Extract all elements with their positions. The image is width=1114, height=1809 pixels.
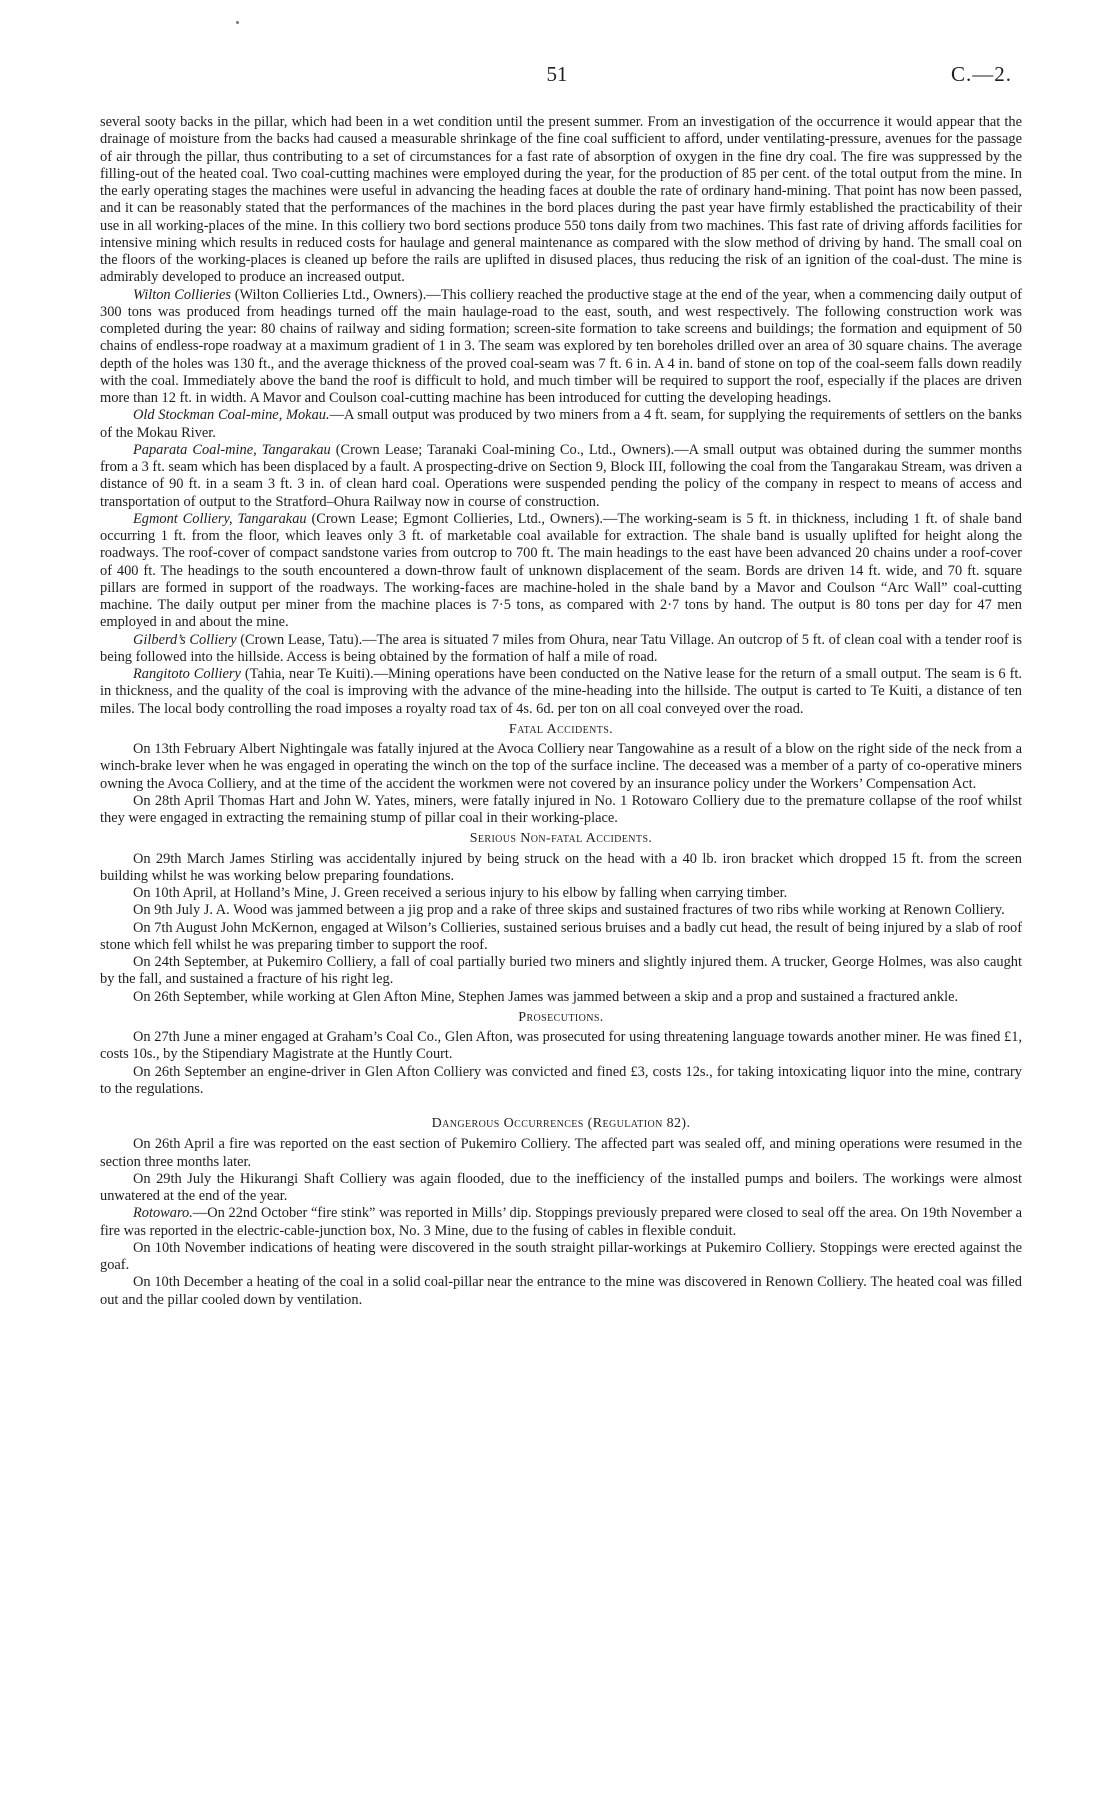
occurrence-text: —On 22nd October “fire stink” was reported in Mills’ dip. Stoppings previously prepared were closed to seal off the area. On 19th November a fire was reported in the electric-cable-junction box, No. 3 Mine, due to the fusing of cables in flexible conduit.	[100, 1205, 1022, 1239]
serious-paragraph: On 29th March James Stirling was accidentally injured by being struck on the head with a 40 lb. iron bracket which dropped 15 ft. from the screen building whilst he was working below preparing foundations.	[100, 850, 1022, 884]
colliery-name: Wilton Collieries	[133, 286, 232, 303]
colliery-text: (Crown Lease; Egmont Collieries, Ltd., Owners).—The working-seam is 5 ft. in thickness, including 1 ft. of shale band occurring 1 ft. from the floor, which leaves only 3 ft. of marketable coal available for extraction. The shale band is usually uplifted for height along the roadways. The roof-cover of compact sandstone varies from outcrop to 700 ft. The main headings to the east have been advanced 20 chains under a roof-cover of 400 ft. The headings to the south encountered a down-throw fault of unknown displacement of the seam. Bords are driven 14 ft. wide, and 70 ft. square pillars are formed in support of the roadways. The working-faces are machine-holed in the shale band by a Mavor and Coulson “Arc Wall” coal-cutting machine. The daily output per miner from the machine places is 7·5 tons, as compared with 2·7 tons by hand. The output is 80 tons per day for 47 men employed in and about the mine.	[100, 510, 1023, 631]
serious-paragraph: On 9th July J. A. Wood was jammed between a jig prop and a rake of three skips and sustained fractures of two ribs while working at Renown Colliery.	[133, 902, 1005, 919]
colliery-text: —A small output was produced by two miners from a 4 ft. seam, for supplying the requirements of settlers on the banks of the Mokau River.	[100, 407, 1023, 441]
occurrence-paragraph-rotowaro	[100, 1205, 1022, 1240]
prosecution-paragraph: On 27th June a miner engaged at Graham’s Coal Co., Glen Afton, was prosecuted for using threatening language towards another miner. He was fined £1, costs 10s., by the Stipendiary Magistrate at the Huntly Court.	[100, 1029, 1022, 1063]
colliery-name: Gilberd’s Colliery	[133, 631, 237, 648]
colliery-paragraph-old-stockman	[100, 407, 1022, 442]
fatal-paragraph: On 13th February Albert Nightingale was fatally injured at the Avoca Colliery near Tangowahine as a result of a blow on the right side of the neck from a winch-brake lever when he was engaged in operating the winch on the top of the surface incline. The deceased was a member of a party of co-operative miners owning the Avoca Colliery, and at the time of the accident the workmen were not covered by an insurance policy under the Workers’ Compensation Act.	[100, 741, 1022, 792]
colliery-paragraph-rangitoto	[100, 666, 1022, 718]
document-body	[100, 114, 1022, 1309]
section-heading-serious-accidents: Serious Non-fatal Accidents.	[469, 831, 653, 847]
colliery-text: (Tahia, near Te Kuiti).—Mining operations have been conducted on the Native lease for the return of a small output. The seam is 6 ft. in thickness, and the quality of the coal is improving with the advance of the mine-heading into the hillside. The output is carted to Te Kuiti, a distance of ten miles. The local body controlling the road imposes a royalty road tax of 4s. 6d. per ton on all coal conveyed over the road.	[100, 666, 1022, 717]
occurrence-paragraph: On 10th November indications of heating were discovered in the south straight pillar-workings at Pukemiro Colliery. Stoppings were erected against the goaf.	[100, 1239, 1022, 1273]
colliery-text: (Wilton Collieries Ltd., Owners).—This colliery reached the productive stage at the end of the year, when a commencing daily output of 300 tons was produced from headings turned off the main haulage-road to the east, south, and west respectively. The following construction work was completed during the year: 80 chains of railway and siding formation; screen-site formation to take screens and buildings; the formation and equipment of 50 chains of endless-rope roadway at a maximum gradient of 1 in 3. The seam was explored by ten boreholes drilled over an area of 30 square chains. The average depth of the holes was 130 ft., and the average thickness of the proved coal-seam was 7 ft. 6 in. A 4 in. band of stone on top of the coal-seem falls down readily with the coal. Immediately above the band the roof is difficult to hold, and much timber will be required to support the roof, especially if the places are driven more than 12 ft. in width. A Mavor and Coulson coal-cutting machine has been introduced for cutting the developing headings.	[100, 286, 1023, 406]
page-number: 51	[546, 62, 568, 86]
colliery-text: (Crown Lease; Taranaki Coal-mining Co., Ltd., Owners).—A small output was obtained during the summer months from a 3 ft. seam which has been displaced by a fault. A prospecting-drive on Section 9, Block III, following the coal from the Tangarakau Stream, was driven a distance of 90 ft. in a seam 3 ft. 3 in. of clean hard coal. Operations were suspended pending the policy of the company in respect to means of access and transportation of output to the Stratford–Ohura Railway now in course of construction.	[100, 441, 1022, 510]
serious-paragraph: On 10th April, at Holland’s Mine, J. Green received a serious injury to his elbow by falling when carrying timber.	[133, 885, 788, 901]
colliery-name: Old Stockman Coal-mine, Mokau.	[133, 407, 330, 424]
colliery-paragraph-paparata	[100, 442, 1022, 511]
colliery-name: Egmont Colliery, Tangarakau	[133, 510, 307, 527]
occurrence-paragraph: On 10th December a heating of the coal in a solid coal-pillar near the entrance to the mine was discovered in Renown Colliery. The heated coal was filled out and the pillar cooled down by ventilation.	[100, 1274, 1022, 1308]
section-heading-dangerous-occurrences: Dangerous Occurrences (Regulation 82).	[431, 1116, 691, 1131]
prosecution-paragraph: On 26th September an engine-driver in Glen Afton Colliery was convicted and fined £3, costs 12s., for taking intoxicating liquor into the mine, contrary to the regulations.	[100, 1063, 1022, 1097]
colliery-name: Paparata Coal-mine, Tangarakau	[133, 441, 331, 458]
fatal-paragraph: On 28th April Thomas Hart and John W. Yates, miners, were fatally injured in No. 1 Rotowaro Colliery due to the premature collapse of the roof whilst they were engaged in extracting the remaining stump of pillar coal in their working-place.	[100, 792, 1022, 826]
serious-paragraph: On 24th September, at Pukemiro Colliery, a fall of coal partially buried two miners and slightly injured them. A trucker, George Holmes, was also caught by the fall, and sustained a fracture of his right leg.	[100, 954, 1022, 988]
colliery-paragraph-egmont	[100, 511, 1022, 632]
page-header	[100, 62, 1014, 90]
occurrence-paragraph: On 26th April a fire was reported on the east section of Pukemiro Colliery. The affected part was sealed off, and mining operations were resumed in the section three months later.	[100, 1136, 1022, 1170]
colliery-name: Rangitoto Colliery	[133, 666, 241, 682]
colliery-paragraph-gilberds	[100, 632, 1022, 667]
occurrence-paragraph: On 29th July the Hikurangi Shaft Colliery was again flooded, due to the inefficiency of the installed pumps and boilers. The workings were almost unwatered at the end of the year.	[100, 1170, 1022, 1204]
scan-speck	[236, 21, 239, 24]
occurrence-lead: Rotowaro.	[133, 1205, 193, 1222]
colliery-paragraph-wilton	[100, 287, 1022, 408]
serious-paragraph: On 26th September, while working at Glen Afton Mine, Stephen James was jammed between a skip and a prop and sustained a fractured ankle.	[133, 988, 959, 1005]
section-heading-prosecutions: Prosecutions.	[518, 1009, 604, 1025]
serious-paragraph: On 7th August John McKernon, engaged at Wilson’s Collieries, sustained serious bruises and a badly cut head, the result of being injured by a slab of roof stone which fell whilst he was preparing timber to support the roof.	[100, 919, 1022, 953]
intro-paragraph: several sooty backs in the pillar, which had been in a wet condition until the present summer. From an investigation of the occurrence it would appear that the drainage of moisture from the backs had caused a measurable shrinkage of the fine coal sufficient to afford, under ventilating-pressure, avenues for the passage of air through the pillar, thus contributing to a set of circumstances for a fast rate of absorption of oxygen in the fine dry coal. The fire was suppressed by the filling-out of the heated coal. Two coal-cutting machines were employed during the year, for the production of 85 per cent. of the total output from the mine. In the early operating stages the machines were useful in advancing the heading faces at double the rate of ordinary hand-mining. That point has now been passed, and it can be reasonably stated that the performances of the machines in the bord places during the past year have firmly established the practicability of their use in all working-places of the mine. In this colliery two bord sections produce 550 tons daily from two machines. This fast rate of driving affords facilities for intensive mining which results in reduced costs for haulage and general maintenance as compared with the slow method of driving by hand. The small coal on the floors of the working-places is cleaned up before the rails are uplifted in disused places, thus reducing the risk of an ignition of the coal-dust. The mine is admirably developed to produce an increased output.	[100, 114, 1022, 286]
section-heading-fatal-accidents: Fatal Accidents.	[508, 721, 614, 737]
document-reference: C.—2.	[950, 62, 1012, 86]
colliery-text: (Crown Lease, Tatu).—The area is situated 7 miles from Ohura, near Tatu Village. An outcrop of 5 ft. of clean coal with a tender roof is being followed into the hillside. Access is being obtained by the formation of half a mile of road.	[100, 631, 1023, 665]
